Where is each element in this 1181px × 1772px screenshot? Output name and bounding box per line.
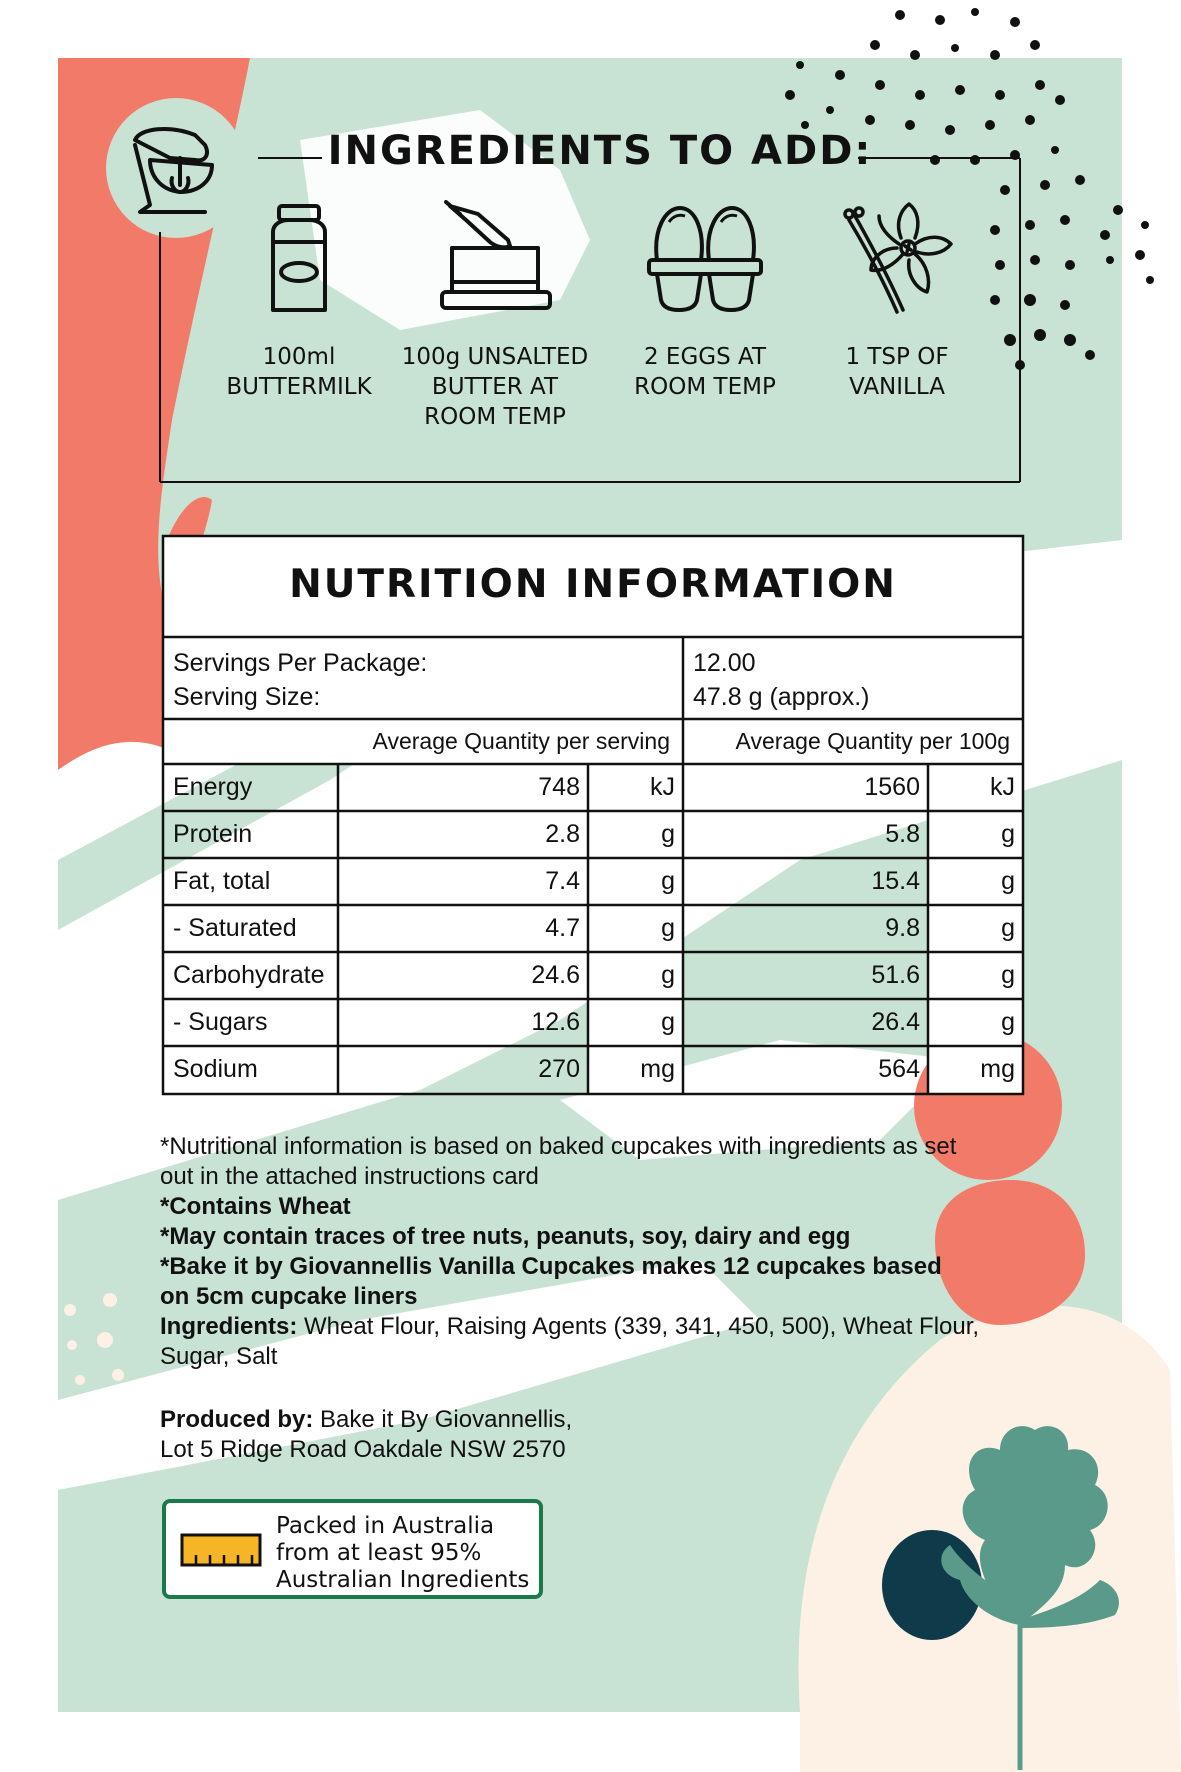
note-traces: *May contain traces of tree nuts, peanuts, soy, dairy and egg [160,1223,851,1250]
notes [160,1132,1020,1372]
col-per-serving-header: Average Quantity per serving [372,728,670,754]
per-100g-unit: g [1001,914,1015,942]
note-basis: *Nutritional information is based on baked cupcakes with ingredients as set out in the attached instructions card [160,1133,957,1190]
nutrient-name: Fat, total [173,867,271,895]
origin-bar-icon [180,1533,262,1567]
nutrition-title: NUTRITION INFORMATION [289,562,897,607]
per-100g-value: 51.6 [871,961,920,989]
ingredient-label: 1 TSP OF VANILLA [845,344,949,400]
producer-address: Lot 5 Ridge Road Oakdale NSW 2570 [160,1436,566,1463]
per-serving-value: 24.6 [531,961,580,989]
per-serving-value: 2.8 [545,820,580,848]
per-100g-value: 5.8 [885,820,920,848]
per-serving-unit: g [661,1008,675,1036]
ingredient-vanilla [802,200,992,402]
serving-size-value: 47.8 g (approx.) [693,683,870,711]
per-serving-unit: kJ [650,773,675,801]
per-serving-unit: g [661,914,675,942]
per-serving-value: 12.6 [531,1008,580,1036]
per-100g-value: 9.8 [885,914,920,942]
per-100g-value: 26.4 [871,1008,920,1036]
ingredient-eggs [610,200,800,402]
ingredient-label: 2 EGGS AT ROOM TEMP [634,344,776,400]
producer-label: Produced by: [160,1406,314,1433]
note-makes: *Bake it by Giovannellis Vanilla Cupcakes makes 12 cupcakes based on 5cm cupcake liners [160,1253,942,1310]
per-serving-value: 270 [538,1055,580,1083]
vanilla-flower-icon [837,200,957,320]
eggs-carton-icon [645,200,765,320]
producer-name: Bake it By Giovannellis, [313,1406,573,1433]
per-serving-value: 748 [538,773,580,801]
country-of-origin-badge [162,1499,543,1599]
ingredient-butter [400,200,590,432]
per-100g-unit: mg [980,1055,1015,1083]
note-ingredients: Ingredients: Wheat Flour, Raising Agents (339, 341, 450, 500), Wheat Flour, Sugar, Salt [160,1313,980,1370]
col-per-100g-header: Average Quantity per 100g [735,728,1010,754]
nutrient-name: Energy [173,773,253,801]
buttermilk-carton-icon [259,200,339,320]
ingredient-buttermilk [204,200,394,402]
per-serving-unit: g [661,961,675,989]
per-100g-unit: g [1001,961,1015,989]
ingredient-label: 100g UNSALTED BUTTER AT ROOM TEMP [401,344,589,430]
nutrient-name: - Sugars [173,1008,268,1036]
badge-text: Packed in Australia from at least 95% Australian Ingredients [276,1513,530,1593]
per-100g-unit: g [1001,867,1015,895]
nutrient-name: Protein [173,820,253,848]
per-100g-value: 15.4 [871,867,920,895]
per-serving-unit: g [661,867,675,895]
nutrient-name: - Saturated [173,914,297,942]
per-serving-unit: g [661,820,675,848]
nutrient-name: Carbohydrate [173,961,325,989]
servings-label: Servings Per Package: [173,649,428,677]
servings-value: 12.00 [693,649,756,677]
per-serving-value: 7.4 [545,867,580,895]
per-100g-value: 564 [878,1055,920,1083]
ingredients-title: INGREDIENTS TO ADD: [327,128,873,174]
per-100g-value: 1560 [864,773,920,801]
per-serving-value: 4.7 [545,914,580,942]
note-contains: *Contains Wheat [160,1193,351,1220]
serving-size-label: Serving Size: [173,683,321,711]
butter-dish-icon [430,200,560,320]
producer [160,1405,860,1465]
per-100g-unit: g [1001,820,1015,848]
per-100g-unit: kJ [990,773,1015,801]
per-100g-unit: g [1001,1008,1015,1036]
per-serving-unit: mg [640,1055,675,1083]
ingredient-label: 100ml BUTTERMILK [226,344,372,400]
nutrient-name: Sodium [173,1055,258,1083]
